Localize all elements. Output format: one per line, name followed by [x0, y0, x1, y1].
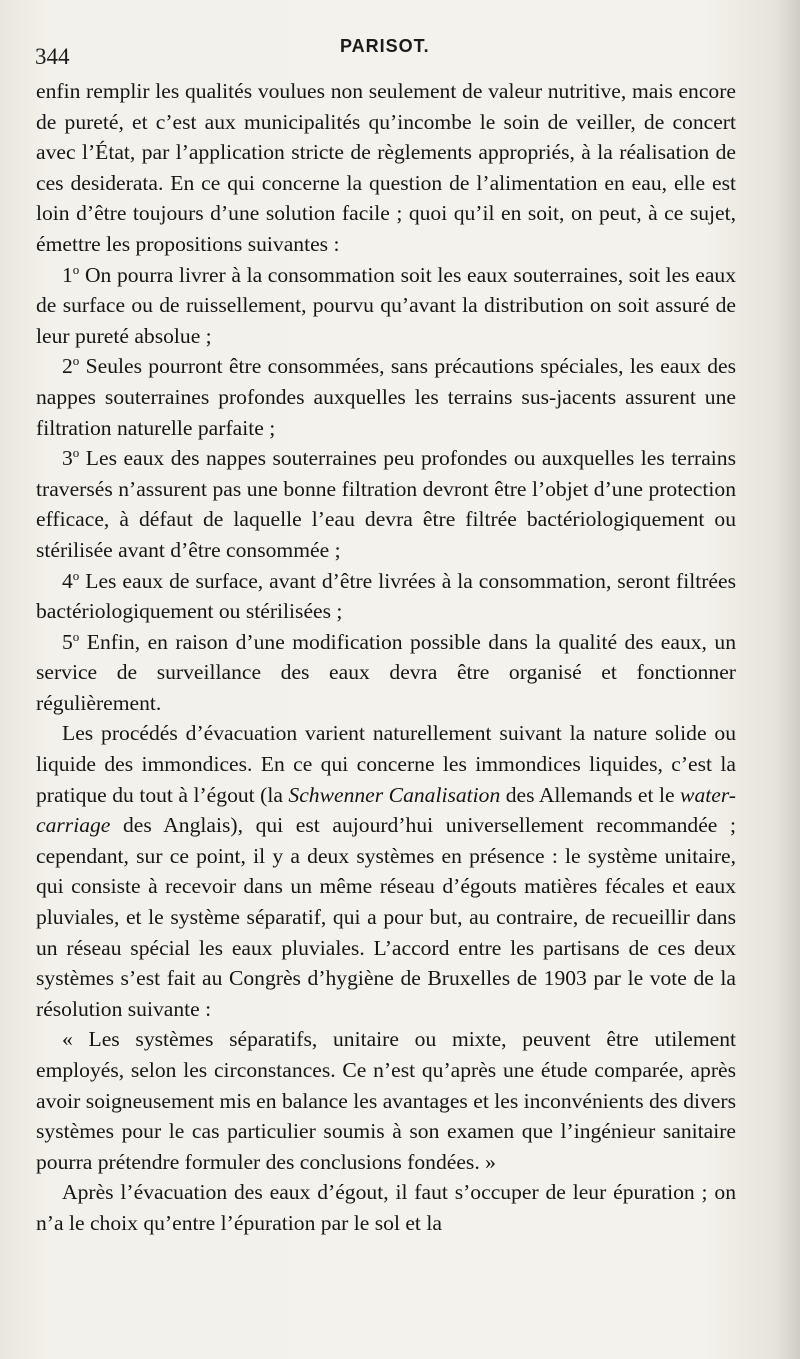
ordinal-mark-3: o	[72, 444, 80, 460]
list-item-2	[36, 351, 736, 443]
ordinal-mark-1: o	[72, 261, 80, 277]
italic-term-water-carriage: water-carriage	[36, 782, 736, 838]
list-number-1: 1	[62, 262, 73, 287]
list-item-4	[36, 566, 736, 627]
paragraph-evacuation-part-b: des Allemands et le	[500, 782, 681, 807]
running-head: PARISOT.	[340, 36, 430, 56]
list-text-1: On pourra livrer à la consommation soit les eaux souterraines, soit les eaux de surface ou de ruissellement, pourvu qu’avant la distribution on soit assuré de leur pureté absolue ;	[36, 262, 736, 348]
list-item-3	[36, 443, 736, 565]
list-text-4: Les eaux de surface, avant d’être livrées à la consommation, seront filtrées bactériologiquement ou stérilisées ;	[36, 568, 736, 624]
paragraph-evacuation-part-a: Les procédés d’évacuation varient naturellement suivant la nature solide ou liquide des immondices. En ce qui concerne les immondices liquides, c’est la pratique du tout à l’égout (la	[36, 721, 736, 807]
ordinal-mark-2: o	[72, 353, 80, 369]
list-text-2: Seules pourront être consommées, sans précautions spéciales, les eaux des nappes souterraines profondes auxquelles les terrains sus-jacents assurent une filtration naturelle parfaite ;	[36, 354, 736, 440]
list-text-3: Les eaux des nappes souterraines peu profondes ou auxquelles les terrains traversés n’assurent pas une bonne filtration devront être l’objet d’une protection efficace, à défaut de laquelle l’eau devra être filtrée bactériologiquement ou stérilisée avant d’être consommée ;	[36, 446, 736, 562]
ordinal-mark-4: o	[72, 567, 80, 583]
italic-term-schwenner: Schwenner Canalisation	[288, 782, 501, 807]
list-number-5: 5	[62, 629, 73, 654]
paragraph-evacuation-part-c: des Anglais), qui est aujourd’hui universellement recommandée ; cependant, sur ce point, il y a deux systèmes en présence : le système unitaire, qui consiste à recevoir dans un même réseau d’égouts matières fécales et eaux pluviales, et le système séparatif, qui a pour but, au contraire, de recueillir dans un réseau spécial les eaux pluviales. L’accord entre les partisans de ces deux systèmes s’est fait au Congrès d’hygiène de Bruxelles de 1903 par le vote de la résolution suivante :	[36, 813, 736, 1021]
body-text	[36, 76, 736, 1239]
page-header	[35, 30, 740, 70]
list-item-1	[36, 260, 736, 352]
ordinal-mark-5: o	[72, 628, 80, 644]
list-number-3: 3	[62, 446, 73, 471]
paragraph-epuration: Après l’évacuation des eaux d’égout, il faut s’occuper de leur épuration ; on n’a le choix qu’entre l’épuration par le sol et la	[36, 1180, 736, 1235]
page-number: 344	[35, 44, 70, 69]
paragraph-resolution-quote: « Les systèmes séparatifs, unitaire ou mixte, peuvent être utilement employés, selon les circonstances. Ce n’est qu’après une étude comparée, après avoir soigneusement mis en balance les avantages et les inconvénients des divers systèmes pour le cas particulier soumis à son examen que l’ingénieur sanitaire pourra prétendre formuler des conclusions fondées. »	[36, 1027, 736, 1174]
paragraph-intro: enfin remplir les qualités voulues non seulement de valeur nutritive, mais encore de pureté, et c’est aux municipalités qu’incombe le soin de veiller, de concert avec l’État, par l’application stricte de règlements appropriés, à la réalisation de ces desiderata. En ce qui concerne la question de l’alimentation en eau, elle est loin d’être toujours d’une solution facile ; quoi qu’il en soit, on peut, à ce sujet, émettre les propositions suivantes :	[36, 79, 736, 256]
list-text-5: Enfin, en raison d’une modification possible dans la qualité des eaux, un service de surveillance des eaux devra être organisé et fonctionner régulièrement.	[36, 629, 736, 715]
list-number-4: 4	[62, 568, 73, 593]
list-item-5	[36, 627, 736, 719]
paragraph-evacuation	[36, 718, 736, 1024]
list-number-2: 2	[62, 354, 73, 379]
